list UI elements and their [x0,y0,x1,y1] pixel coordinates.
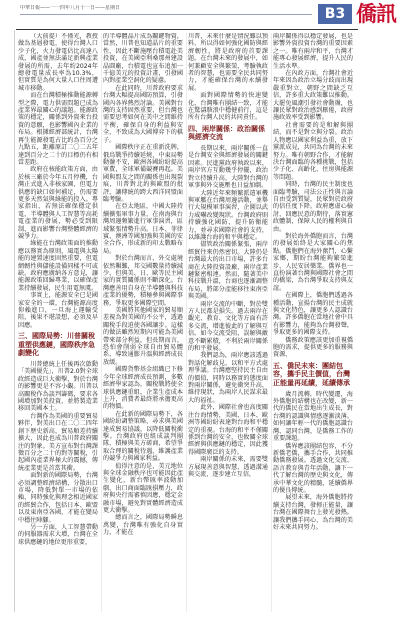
article-paragraph: 長期以來，兩岸關係一直是台灣安全與經濟發展的關鍵因素。民進黨政府執政以來，兩岸官方互動幾乎停擺，政治對立持續升高，大陸對台灣的軍事與外交施壓也日益加劇。 [188,145,268,190]
article-paragraph: 事實上，能源安全已是國家安全的一環，台灣能源高度仰賴進口，一旦海上運輸受阻，後果不堪設想，必須及早因應。 [18,292,98,329]
article-paragraph: 同時，台灣的民主制度也面臨考驗，司法公正性與言論自由受到質疑，民眾對於政府的信任度下降。政府應虛心檢討，回應民意的期待，落實憲政體制，保障人民的權利與自由。 [273,181,353,233]
article-column-3 [188,33,268,612]
article-paragraph: 面對新的國際局勢，台灣必須調整經濟結構，分散出口市場，降低對單一市場的依賴，同時強化與理念相近國家的經貿合作，包括日本、歐盟以及東南亞各國，才能在變局中穩住陣腳。 [18,472,98,524]
article-paragraph: 川普總統上任後再次啟動「美國優先」，川普2.0對全球政經造成巨大衝擊，對於台灣的影響更是不容小覷。川普以高關稅作為談判籌碼，要求各國增加對美投資，並將製造業移回美國本土。 [18,361,98,413]
article-paragraph: 僑界應該團結包容，不分新僑老僑，攜手合作，共同推動僑務發展。透過文化交流、語言教育與青年活動，讓下一代了解台灣的歷史與文化，傳承中華文化的精髓，延續僑界的優良傳統。 [273,442,353,494]
article-paragraph: 在此同時，川普政府要求台灣大幅提高國防預算，引發國內各界熱烈討論。美國對台灣的支持固然重要，但台灣也需要思考如何在美中之間維持平衡，確保自身的利益與安全，不致成為大國博弈下的棋子。 [103,84,183,144]
article-paragraph: 僑務政策應該更加重視僑胞的需求，提供更多的服務與資源， [273,336,353,359]
article-paragraph: 川普，未來什麼是情況難以預料，所以得如何強化國防與經濟韌性，將是政府的首要課題。在台灣未來的發展中，如何兼顧安全與繁榮，考驗執政者的智慧，也需要全民共同努力，才能確保台灣的永續發展。 [188,33,268,92]
article-column-1 [18,33,98,612]
article-paragraph: 國際秩序正在重新洗牌，俄烏戰爭持續延燒，中東局勢動盪不安，歐洲各國紛紛提高軍費，全球軍備競賽再起。美國與盟友之間的關係也出現裂痕，川普對北約與歐盟的批評，讓傳統的跨大西洋同盟面臨考驗。 [103,144,183,203]
article-paragraph: 此外，國際社會也高度關注台海情勢，美國、日本、歐洲等國紛紛表達對台海和平穩定的重視。台海的和平不僅關係到台灣的安全，也攸關全球經濟與供應鏈的穩定，因此獲得國際廣泛的支持。 [188,404,268,456]
article-paragraph: 值得注意的是，美元地位與全球金融秩序也可能因此產生變化，新台幣匯率波動加劇，出口商面臨匯損壓力，政府與央行需審慎因應，穩定金融市場，避免對實體經濟造成更大衝擊。 [103,462,183,514]
article-paragraph: 在此新的國際局勢下，各國紛紛調整策略，尋求與美國達成貿易協議，以降低關稅衝擊。台灣政府也組成談判團隊，積極與美方磋商，希望爭取合理的關稅待遇，維護產業的競爭力與國家利益。 [103,410,183,463]
column-divider [186,33,187,612]
article-paragraph: 綠能在台灣政策面的推動應以務實為原則，風電與太陽能的建置速度固然重要，但電網韌性與儲能設備同樣不可或缺。政府應廣納各方意見，讓能源政策回歸專業，以確保產業持續發展，民生用電無虞。 [18,240,98,292]
date-line: 中華日報——一一四年八月十一日——星期日 [20,5,121,11]
column-divider [101,33,102,612]
article-paragraph: 的半導體晶片成為關鍵物資，當然，川普也知道晶片的重要性，因此不斷施壓台積電赴美投資，在美國亞利桑那州建設晶圓廠，台積電也宣布追加一千億美元的投資計畫，引發國內對產業空洞化的疑慮。 [103,33,183,85]
article-column-2 [103,33,183,612]
article-paragraph: 總而言之，國際局勢瞬息萬變，台灣唯有強化自身實力，才能在 [103,514,183,537]
article-paragraph: 兩岸關係得以穩定發展，也是影響外資投資台灣的重要因素之一。唯有兩岸和平，台灣才能專心發展經濟，提升人民的生活水準。 [273,33,353,70]
article-paragraph: 台灣作為美國的重要貿易夥伴，對美出口在二〇二四年創下歷史新高，貿易順差持續擴大，因此也成為川普政府關注的對象。美方宣布對台灣課徵百分之二十的對等關稅，引起國內產業界極大的震撼，傳統產業更是首當其衝。 [18,412,98,472]
article-paragraph: 在亞太地區，中國大陸持續擴張軍事力量，在南海與台灣周邊頻繁進行軍事演習，區域緊張情勢升高。日本、菲律賓、澳洲等國加強與美國的安全合作，形成新的印太戰略布局。 [103,203,183,255]
masthead-rule [16,29,358,30]
article-paragraph: 而在台灣積極推動能源轉型之際，電力供需問題已成為產業界最關心的議題。能源政策的穩定，關係到外資來台投資的意願，也影響國內企業的布局。根據經濟部統計，台灣再生能源發電占比約為百分之九點五，距離原訂二〇二五年達到百分之二十的目標仍有相當差距。 [18,92,98,166]
page-left-border [14,30,15,612]
article-paragraph: 歲月流轉，時代變遷，海外僑胞的結構也在改變，新一代的僑民在當地出生成長，對台灣的認識與情感逐漸淡薄。如何讓年輕一代的僑胞認識台灣、認同台灣，是僑務工作的重要課題。 [273,390,353,443]
section-heading-international: 三、國際局勢：川普關稅重塑供應鏈，國際秩序急劇變化 [18,332,95,358]
article-paragraph: 另一方面，人工智慧帶動的伺服器需求大增，台灣在全球供應鏈的地位更形重要， [18,523,98,546]
article-paragraph: 展望未來，海外僑胞將持續支持台灣，發揮正能量，讓台灣在國際舞台上發光發熱。讓我們攜手同心，為台灣的美好未來共同努力。 [273,494,353,531]
article-paragraph: 對於海外僑胞而言，台灣的發展始終是大家關心的焦點。僑胞們在海外奮鬥，心繫家鄉，期盼台灣能夠繁榮進步，人民安居樂業。僑界也一直扮演著台灣與國際社會之間的橋梁，為台灣爭取支持與友誼。 [273,232,353,292]
article-paragraph: 我們認為，兩岸應該透過對話化解歧見，以和平方式處理爭議。台灣應堅持民主自由的價值，同時以務實的態度面對兩岸關係，避免衝突升高，維持現狀，為兩岸人民謀求最大的福祉。 [188,352,268,404]
column-divider [271,33,272,612]
article-paragraph: 國際貨幣基金組織已下修今年全球經濟成長預測，多數經濟學家認為，關稅戰將使全球供應鏈重組，企業生產成本上升，消費者最終將承擔更高的物價。 [103,366,183,411]
article-paragraph: 對於台灣而言，外交處境依然艱難，邦交國數量持續減少，但與美、日、歐等民主國家的實質關係則不斷深化。台灣應善用自身在半導體與科技產業的優勢，積極參與國際事務，爭取更多國際空間。 [103,255,183,307]
article-paragraph: 在國際上，僑胞們透過各種活動，宣揚台灣的民主成就與文化特色，讓更多人認識台灣。許多僑胞在當地社會中具有影響力，能夠為台灣發聲，爭取更多的國際支持。 [273,292,353,337]
section-heading-cross-strait: 四、兩岸關係：政治關係與經濟交流 [188,124,265,142]
page-number-badge: B3 [318,4,352,24]
article-paragraph: 面對國際情勢的快速變化，台灣唯有團結一致，才能在驚濤駭浪中穩健前行，這是所有台灣人民的共同責任。 [188,92,268,122]
article-paragraph: 兩岸關係的未來，需要雙方展現善意與智慧，透過溝通與交流，逐步建立互信， [188,456,268,478]
article-paragraph: （大前提）不僅光，教授做為基層發電，使得台灣人口少子化，火力發電佔比高達八成，國產並無法滿足新興產業發展的所需，去年約2024年總發電量成長率為10.3%，但實質是為何大量人口往周遭城市移動。 [18,33,98,92]
section-masthead: 僑訊 [356,1,396,26]
article-paragraph: 大陸近年來頻繁派遣軍機與軍艦在台灣周邊活動，並舉行大規模軍事演習，企圖以武力威嚇改變現狀。台灣政府則持續強化國防，提升防衛能力，並尋求國際社會的支持，以維護台海的和平與穩定。 [188,189,268,241]
section-heading-overseas: 五、僑民未來：團結包容，攜手民主價值，台灣正能量再延續，延續傳承 [273,361,350,388]
article-paragraph: 在內政方面，台灣社會近年來因為政治立場分歧而出現嚴重對立，朝野之間缺乏互信，許多重大政策難以推動。大罷免風潮引發社會動盪，也讓民眾對政治感到厭倦，政府施政效率受到影響。 [273,70,353,122]
article-paragraph: 儘管政治關係緊張，兩岸經貿往來仍然密切。大陸仍是台灣最大的出口市場，許多台商在大陸投資設廠，兩岸產業鏈緊密相連。然而，隨著美中科技戰升溫，台商也逐漸調整布局，將部分產能移往東南亞與美國。 [188,241,268,301]
header-divider [20,14,312,15]
article-column-4 [273,33,353,612]
article-paragraph: 兩岸交流的中斷，對於雙方人民都是損失。過去兩岸在觀光、教育、文化等方面有許多交流，增進彼此的了解與互信。如今交流受阻，誤解與敵意不斷累積，不利於兩岸關係的和平發展。 [188,300,268,353]
article-paragraph: 美國將其他國家的貿易順差視為對美國的不公平，透過關稅手段迫使各國讓步。這樣的做法雖然短期內可能為美國帶來部分利益，但長期而言，恐怕會削弱全球自由貿易體系，導致通膨升溫與經濟成長放緩。 [103,307,183,366]
article-paragraph: 政府在核能政策方面，由於核三廠於今年五月停機，台灣正式進入非核家園，但電力供應的缺口如何補足，仍需要更多天然氣與綠能的投入。專家指出，若無法確保穩定供電，半導體與人工智慧等高耗電產業的發展，勢必受到限制，進而影響台灣整體經濟的競爭力。 [18,166,98,240]
article-paragraph: 社會需要的是和解與團結，而不是對立與分裂。政治人物應以國家利益為重，放下黨派成見，共同為台灣的未來努力。唯有朝野合作，才能解決台灣面臨的各種挑戰，包括少子化、高齡化、住房與能源等問題。 [273,121,353,181]
